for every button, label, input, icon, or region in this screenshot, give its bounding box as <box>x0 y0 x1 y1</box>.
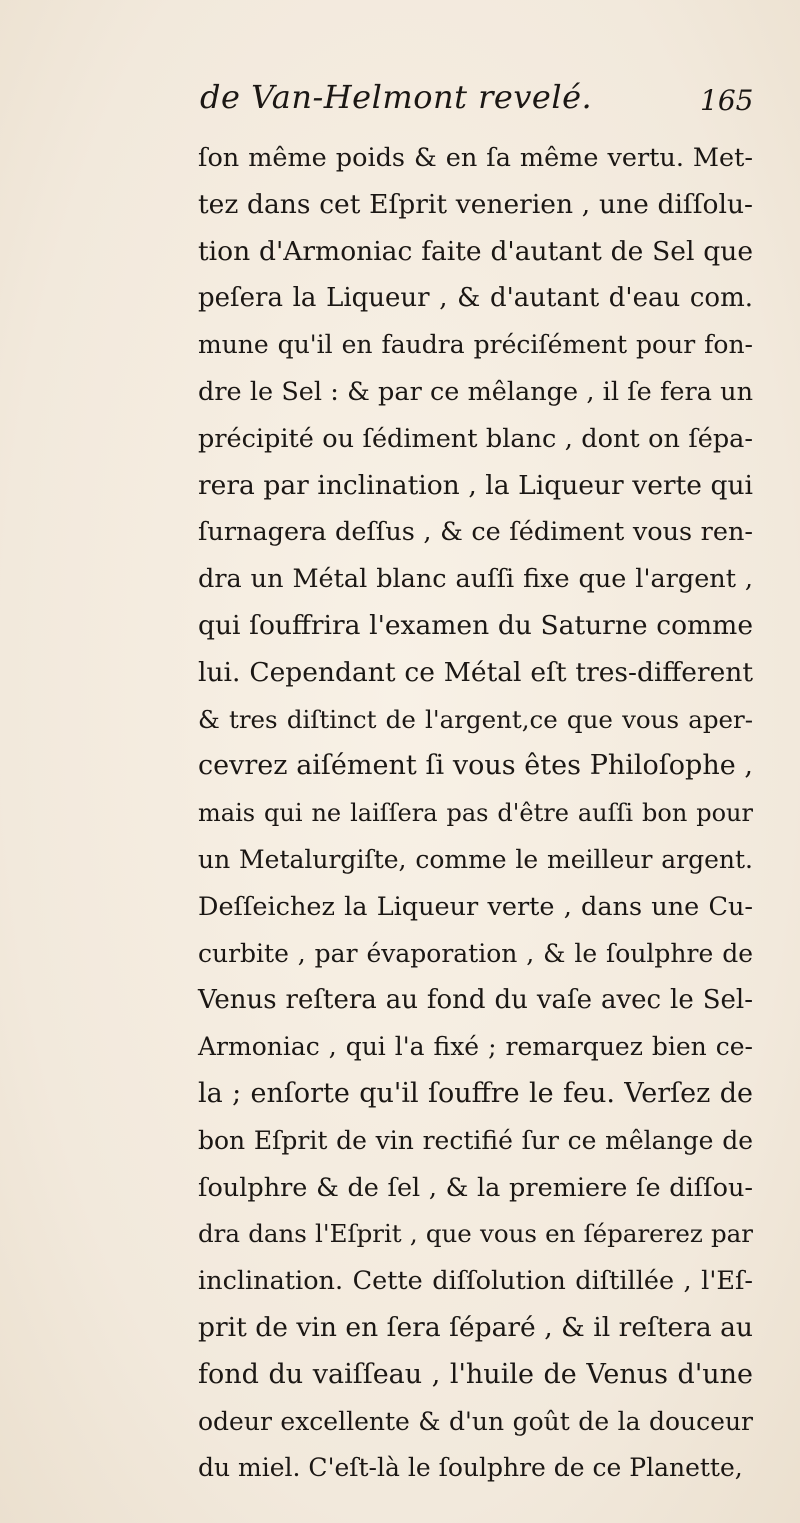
text-line: bon Eſprit de vin rectifié ſur ce mêlange de <box>198 1125 753 1155</box>
text-line: tion d'Armoniac faite d'autant de Sel que <box>198 235 753 267</box>
text-line: dra dans l'Eſprit , que vous en ſéparerez par <box>198 1219 753 1249</box>
text-line: mune qu'il en faudra préciſément pour fon- <box>198 330 753 360</box>
text-line: dra un Métal blanc auſſi fixe que l'argent , <box>198 564 753 595</box>
text-line: odeur excellente & d'un goût de la douceur <box>198 1406 753 1436</box>
text-line: cevrez aiſément ſi vous êtes Philoſophe , <box>198 750 753 782</box>
text-line: la ; enſorte qu'il ſouffre le feu. Verſez de <box>198 1077 753 1109</box>
text-line: dre le Sel : & par ce mêlange , il ſe fera un <box>198 376 753 407</box>
text-line: fond du vaiſſeau , l'huile de Venus d'une <box>198 1358 753 1390</box>
text-line: ſoulphre & de ſel , & la premiere ſe diſſou- <box>198 1172 753 1203</box>
body-text <box>198 135 753 1492</box>
running-head-title: de Van-Helmont revelé. <box>200 78 593 116</box>
text-line: du miel. C'eſt-là le ſoulphre de ce Planette, <box>198 1453 743 1483</box>
text-line: un Metalurgiſte, comme le meilleur argent. <box>198 844 753 874</box>
page-number: 165 <box>700 84 754 117</box>
text-line: précipité ou ſédiment blanc , dont on ſépa- <box>198 423 753 454</box>
text-line: lui. Cependant ce Métal eſt tres-different <box>198 656 753 688</box>
text-line: qui ſouffrira l'examen du Saturne comme <box>198 609 753 641</box>
text-line: mais qui ne laiſſera pas d'être auſſi bon pour <box>198 799 753 828</box>
text-line: ſurnagera deſſus , & ce ſédiment vous ren- <box>198 517 753 548</box>
text-line: Venus reſtera au fond du vaſe avec le Sel- <box>198 985 753 1016</box>
text-line: rera par inclination , la Liqueur verte qui <box>198 469 753 501</box>
text-line: Armoniac , qui l'a fixé ; remarquez bien ce- <box>198 1032 753 1062</box>
text-line: tez dans cet Eſprit venerien , une diſſolu- <box>198 188 753 220</box>
text-line: Deſſeichez la Liqueur verte , dans une Cu- <box>198 891 753 922</box>
text-line: inclination. Cette diſſolution diſtillée , l'Eſ- <box>198 1266 753 1297</box>
text-line: peſera la Liqueur , & d'autant d'eau com. <box>198 283 753 314</box>
text-line: curbite , par évaporation , & le ſoulphre de <box>198 938 753 968</box>
text-line: ſon même poids & en ſa même vertu. Met- <box>198 143 753 173</box>
text-line: prit de vin en ſera ſéparé , & il reſtera au <box>198 1311 753 1343</box>
text-line: & tres diſtinct de l'argent,ce que vous aper- <box>198 704 753 734</box>
